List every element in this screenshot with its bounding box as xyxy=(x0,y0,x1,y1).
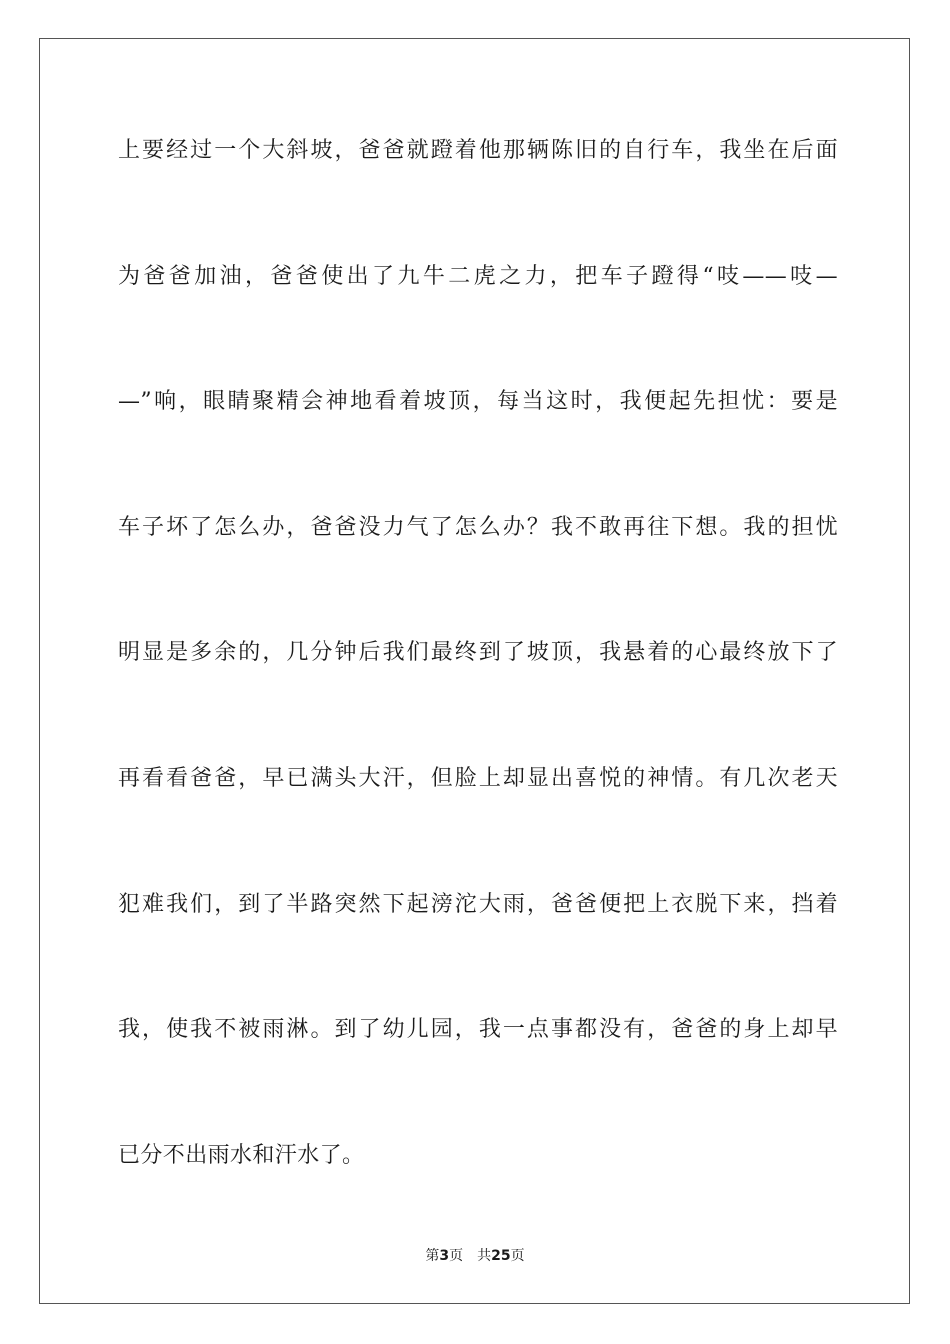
text-line-4: 车子坏了怎么办，爸爸没力气了怎么办？我不敢再往下想。我的担忧 xyxy=(118,514,838,540)
total-prefix: 共 xyxy=(477,1248,492,1264)
page-prefix: 第 xyxy=(425,1248,440,1264)
total-suffix: 页 xyxy=(510,1248,525,1264)
text-line-1: 上要经过一个大斜坡，爸爸就蹬着他那辆陈旧的自行车，我坐在后面 xyxy=(118,138,838,163)
current-page-number: 3 xyxy=(439,1248,450,1264)
text-line-7: 犯难我们，到了半路突然下起滂沱大雨，爸爸便把上衣脱下来，挡着 xyxy=(118,891,838,917)
page-footer xyxy=(0,1246,950,1266)
total-pages-number: 25 xyxy=(491,1248,511,1264)
text-line-9: 已分不出雨水和汗水了。 xyxy=(118,1142,365,1168)
page-suffix: 页 xyxy=(449,1248,464,1264)
document-body xyxy=(118,128,838,1258)
text-line-6: 再看看爸爸，早已满头大汗，但脸上却显出喜悦的神情。有几次老天 xyxy=(118,765,838,791)
text-line-5: 明显是多余的，几分钟后我们最终到了坡顶，我悬着的心最终放下了 xyxy=(118,640,838,666)
text-line-3: —”响，眼睛聚精会神地看着坡顶，每当这时，我便起先担忧：要是 xyxy=(118,389,838,415)
text-line-2: 为爸爸加油，爸爸使出了九牛二虎之力，把车子蹬得“吱——吱— xyxy=(118,263,838,289)
text-line-8: 我，使我不被雨淋。到了幼儿园，我一点事都没有，爸爸的身上却早 xyxy=(118,1017,838,1043)
